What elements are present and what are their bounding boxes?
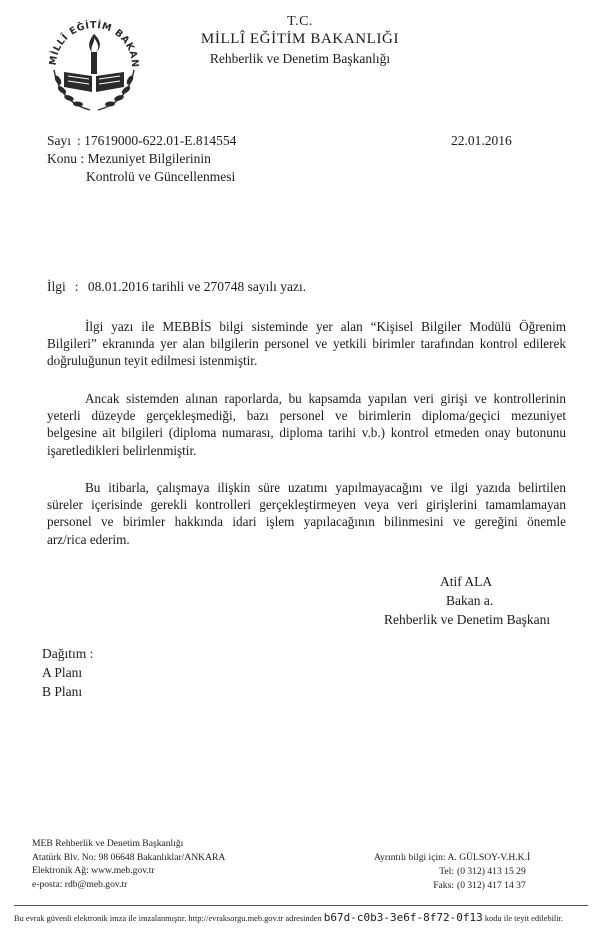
sayi-value: 17619000-622.01-E.814554 (84, 133, 237, 148)
body-paragraph-2 (47, 390, 566, 459)
paragraph-line: Ancak sistemden alınan raporlarda, bu kapsamda yapılan veri girişi ve kontrollerinin (85, 391, 566, 406)
paragraph-line: personel ve birimler hakkında idari işlem yapılacağının bilinmesini ve gereğini önemle (47, 514, 566, 530)
header-country: T.C. (287, 14, 313, 29)
footer-tel-label: Tel: (439, 866, 454, 877)
verification-prefix: Bu evrak güvenli elektronik imza ile imzalanmıştır. http://evraksorgu.meb.gov.tr adresinden (14, 914, 322, 923)
paragraph-line: Bilgileri” ekranında yer alan bilgilerin personel ve yetkili birimler tarafından kontrol edilerek (47, 336, 566, 352)
footer-line: e-posta: rdb@meb.gov.tr (32, 878, 128, 890)
signatory-name: Atif ALA (440, 574, 493, 589)
distribution-item: B Planı (42, 684, 83, 699)
footer-line: MEB Rehberlik ve Denetim Başkanlığı (32, 838, 184, 849)
ministry-logo-graphic (40, 10, 148, 118)
sayi-label: Sayı (47, 133, 72, 148)
paragraph-line: işaretledikleri belirlenmiştir. (47, 442, 197, 458)
footer-fax-label: Faks: (433, 880, 454, 891)
verification-code[interactable]: b67d-c0b3-3e6f-8f72-0f13 (323, 911, 483, 924)
konu-line-1: Mezuniyet Bilgilerinin (87, 151, 211, 166)
paragraph-line: arz/rica ederim. (47, 531, 130, 547)
logo-ring-text: MİLLÎ EĞİTİM BAKAN (47, 19, 141, 69)
paragraph-line: süreler içerisinde gerekli kontrolleri gerçekleştirmeyen veya veri girişlerini tamamlamayan (47, 497, 566, 513)
ilgi-row: İlgi : 08.01.2016 tarihli ve 270748 sayılı yazı. (47, 279, 307, 294)
distribution-item: A Planı (42, 665, 83, 680)
ministry-logo (40, 10, 148, 118)
paragraph-line: belgesine ait bilgileri (diploma numarası, diploma tarihi v.b.) kontrol etmeden onay butonunu (47, 425, 566, 441)
svg-text:T.C. MİLLÎ EĞİTİM BAKANLIĞI (40, 10, 140, 68)
paragraph-line: yeterli düzeyde gerçekleşmediği, bazı personel ve birimlerin diploma/geçici mezuniyet (47, 408, 566, 424)
body-paragraph-3 (47, 479, 566, 548)
ilgi-value: 08.01.2016 tarihli ve 270748 sayılı yazı. (87, 279, 307, 294)
signatory-title-2: Rehberlik ve Denetim Başkanı (384, 612, 551, 627)
footer-contact-person: Ayrıntılı bilgi için: A. GÜLSOY-V.H.K.İ (374, 852, 531, 863)
konu-row: Konu : Mezuniyet Bilgilerinin (47, 151, 211, 166)
sayi-row: Sayı : 17619000-622.01-E.814554 (47, 133, 237, 148)
footer-fax-value: (0 312) 417 14 37 (457, 880, 526, 891)
verification-note (14, 911, 594, 924)
footer-divider (14, 905, 588, 906)
paragraph-line: doğruluğunun teyit edilmesi istenmiştir. (47, 353, 258, 369)
footer-line: Elektronik Ağ: www.meb.gov.tr (32, 865, 155, 876)
konu-line-2: Kontrolü ve Güncellenmesi (86, 169, 236, 184)
footer-line: Atatürk Blv. No: 98 06648 Bakanlıklar/ANKARA (32, 851, 226, 863)
paragraph-line: Bu itibarla, çalışmaya ilişkin süre uzatımı yapılmayacağını ve ilgi yazıda belirtilen (85, 480, 566, 495)
footer-tel-value: (0 312) 413 15 29 (457, 866, 526, 877)
distribution-label: Dağıtım : (42, 646, 94, 661)
konu-label: Konu (47, 151, 77, 166)
ilgi-label: İlgi (47, 279, 66, 294)
signatory-title-1: Bakan a. (446, 593, 494, 608)
verification-suffix: kodu ile teyit edilebilir. (484, 914, 563, 923)
document-date: 22.01.2016 (451, 133, 512, 148)
body-paragraph-1 (47, 318, 566, 370)
footer-address (32, 837, 225, 891)
header-department: Rehberlik ve Denetim Başkanlığı (209, 51, 391, 66)
header-ministry: MİLLÎ EĞİTİM BAKANLIĞI (200, 31, 400, 47)
paragraph-line: İlgi yazı ile MEBBİS bilgi sisteminde yer alan “Kişisel Bilgiler Modülü Öğrenim (85, 319, 566, 334)
